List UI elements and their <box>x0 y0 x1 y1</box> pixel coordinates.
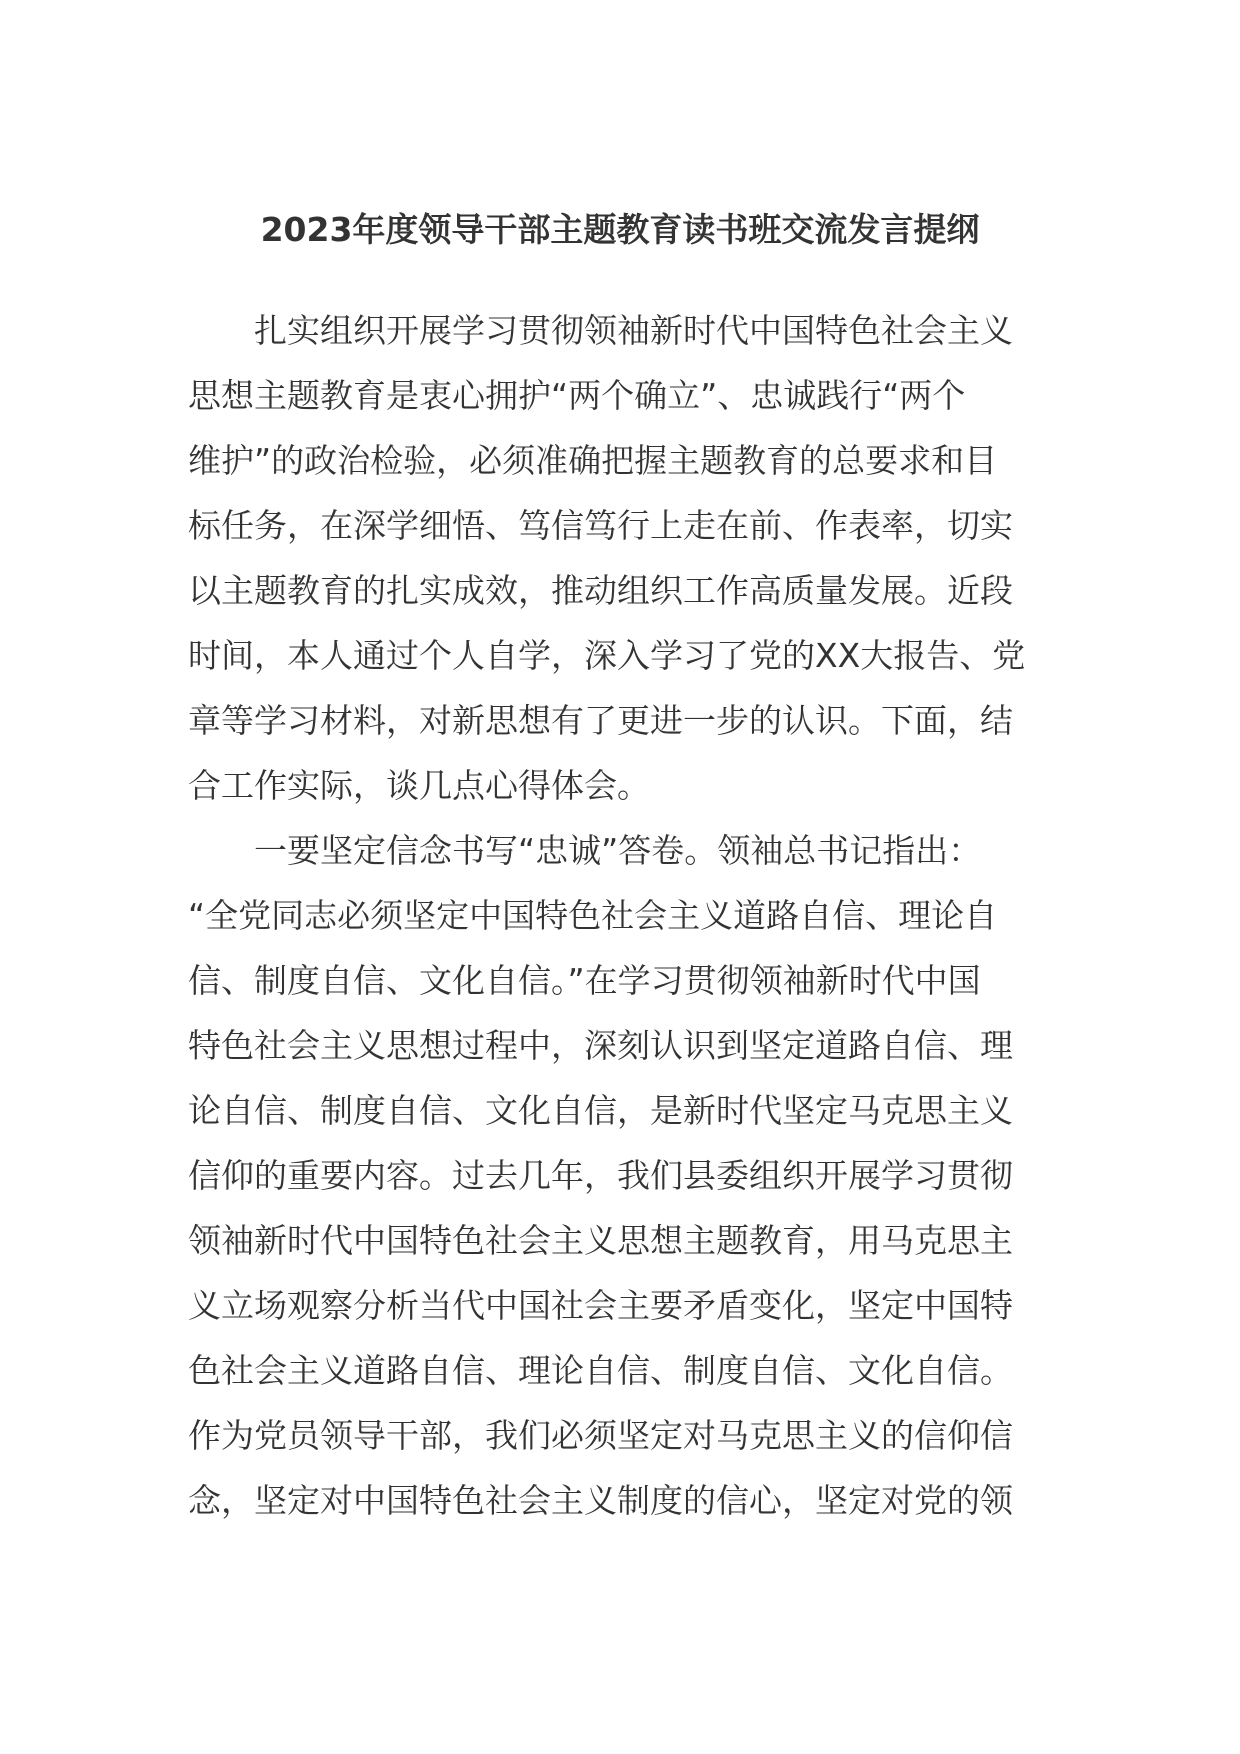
document-title: 2023年度领导干部主题教育读书班交流发言提纲 <box>260 210 980 249</box>
paragraph-1-line: 思想主题教育是衷心拥护“两个确立”、忠诚践行“两个 <box>188 376 966 415</box>
paragraph-1-line: 章等学习材料，对新思想有了更进一步的认识。下面，结 <box>188 701 1013 740</box>
paragraph-1-line: 合工作实际，谈几点心得体会。 <box>188 766 650 805</box>
document-body <box>188 298 1068 1533</box>
paragraph-1-line: 扎实组织开展学习贯彻领袖新时代中国特色社会主义 <box>254 311 1013 350</box>
paragraph-2-line: 义立场观察分析当代中国社会主要矛盾变化，坚定中国特 <box>188 1286 1013 1325</box>
paragraph-2-line: 色社会主义道路自信、理论自信、制度自信、文化自信。 <box>188 1351 1013 1390</box>
paragraph-2-line: 作为党员领导干部，我们必须坚定对马克思主义的信仰信 <box>188 1416 1013 1455</box>
paragraph-1-line: 以主题教育的扎实成效，推动组织工作高质量发展。近段 <box>188 571 1013 610</box>
paragraph-2-line: 领袖新时代中国特色社会主义思想主题教育，用马克思主 <box>188 1221 1013 1260</box>
paragraph-2-line: 念，坚定对中国特色社会主义制度的信心，坚定对党的领 <box>188 1481 1013 1520</box>
paragraph-2-line: 特色社会主义思想过程中，深刻认识到坚定道路自信、理 <box>188 1026 1013 1065</box>
paragraph-1-line: 维护”的政治检验，必须准确把握主题教育的总要求和目 <box>188 441 998 480</box>
paragraph-2-line: 论自信、制度自信、文化自信，是新时代坚定马克思主义 <box>188 1091 1013 1130</box>
paragraph-2-line: 信、制度自信、文化自信。”在学习贯彻领袖新时代中国 <box>188 961 981 1000</box>
paragraph-2-line: 信仰的重要内容。过去几年，我们县委组织开展学习贯彻 <box>188 1156 1013 1195</box>
paragraph-2-line: 一要坚定信念书写“忠诚”答卷。领袖总书记指出： <box>254 831 982 870</box>
paragraph-1-line: 时间，本人通过个人自学，深入学习了党的XX大报告、党 <box>188 636 1026 675</box>
paragraph-1-line: 标任务，在深学细悟、笃信笃行上走在前、作表率，切实 <box>188 506 1013 545</box>
paragraph-2-line: “全党同志必须坚定中国特色社会主义道路自信、理论自 <box>188 896 998 935</box>
